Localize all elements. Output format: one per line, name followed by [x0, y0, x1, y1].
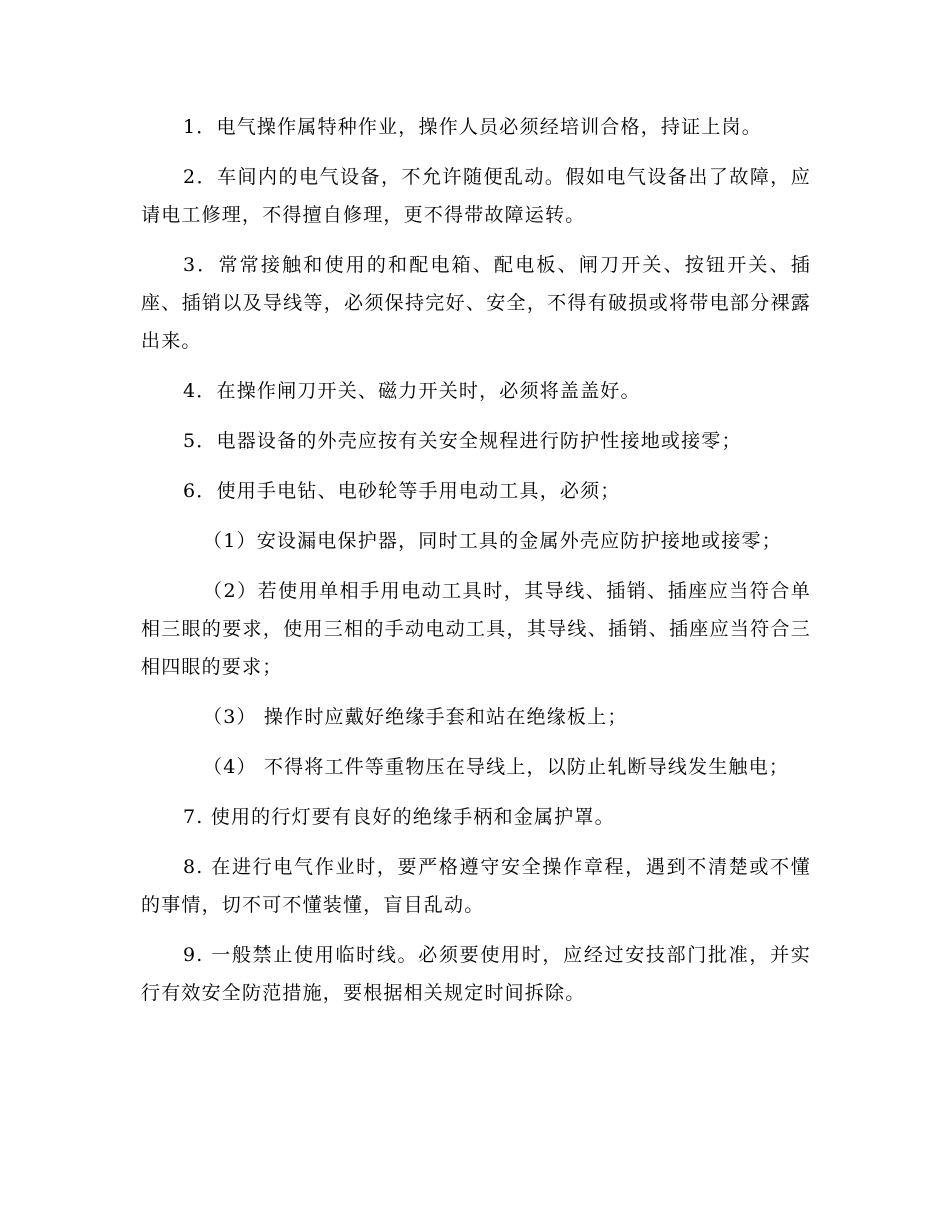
paragraph-subitem-2: （2）若使用单相手用电动工具时，其导线、插销、插座应当符合单相三眼的要求，使用三相的手动电动工具，其导线、插销、插座应当符合三相四眼的要求；	[141, 580, 811, 678]
document-body	[141, 108, 811, 1024]
paragraph-item-7: 7. 使用的行灯要有良好的绝缘手柄和金属护罩。	[183, 806, 615, 828]
paragraph-subitem-4: （4） 不得将工件等重物压在导线上，以防止轧断导线发生触电；	[203, 756, 790, 778]
paragraph-item-5: 5．电器设备的外壳应按有关安全规程进行防护性接地或接零；	[183, 430, 742, 452]
paragraph-item-8: 8. 在进行电气作业时，要严格遵守安全操作章程，遇到不清楚或不懂的事情，切不可不懂装懂，盲目乱动。	[141, 856, 811, 916]
paragraph-subitem-1: （1）安设漏电保护器，同时工具的金属外壳应防护接地或接零；	[203, 530, 782, 552]
paragraph-item-2: 2．车间内的电气设备，不允许随便乱动。假如电气设备出了故障，应请电工修理，不得擅自修理，更不得带故障运转。	[141, 166, 811, 226]
paragraph-item-3: 3．常常接触和使用的和配电箱、配电板、闸刀开关、按钮开关、插座、插销以及导线等，必须保持完好、安全，不得有破损或将带电部分裸露出来。	[141, 254, 811, 352]
paragraph-item-9: 9. 一般禁止使用临时线。必须要使用时，应经过安技部门批准，并实行有效安全防范措施，要根据相关规定时间拆除。	[141, 944, 811, 1004]
paragraph-subitem-3: （3） 操作时应戴好绝缘手套和站在绝缘板上；	[203, 706, 628, 728]
paragraph-item-1: 1．电气操作属特种作业，操作人员必须经培训合格，持证上岗。	[183, 116, 762, 138]
paragraph-item-6: 6．使用手电钻、电砂轮等手用电动工具，必须；	[183, 480, 621, 502]
paragraph-item-4: 4．在操作闸刀开关、磁力开关时，必须将盖盖好。	[183, 380, 641, 402]
